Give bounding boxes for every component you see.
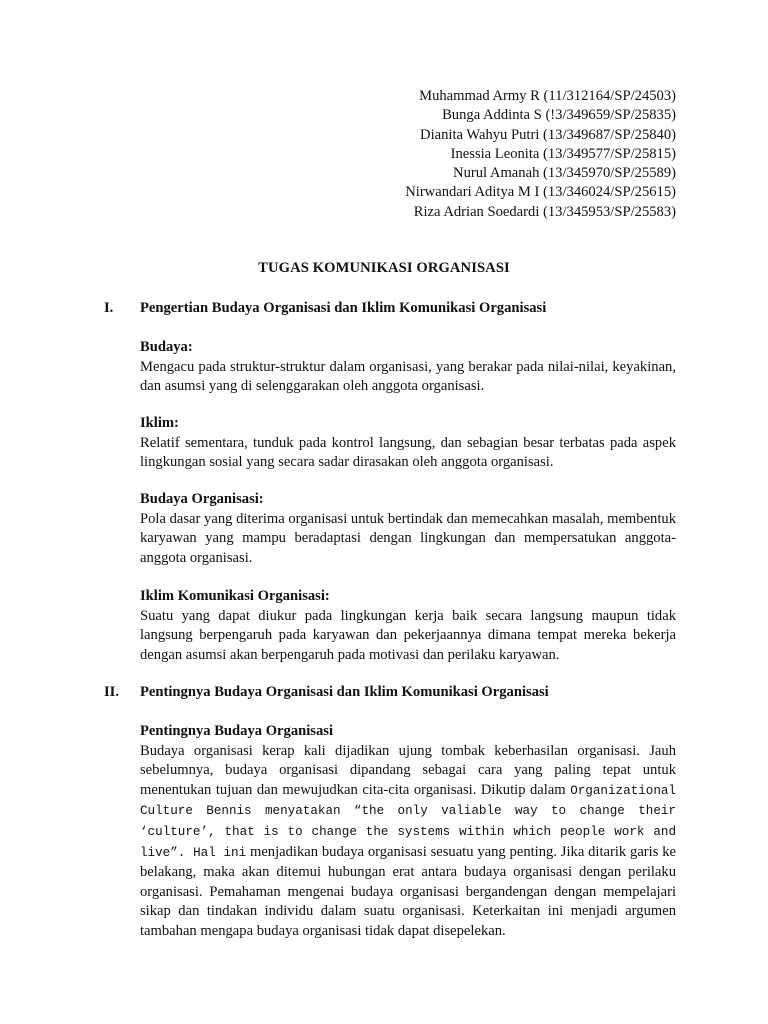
definition-text: Relatif sementara, tunduk pada kontrol langsung, dan sebagian besar terbatas pada aspek lingkungan sosial yang secara sadar dirasakan oleh anggota organisasi. [140,434,676,471]
author-line: Muhammad Army R (11/312164/SP/24503) [419,88,676,104]
subsection-paragraph [140,742,676,942]
author-line: Bunga Addinta S (!3/349659/SP/25835) [442,107,676,124]
author-line: Dianita Wahyu Putri (13/349687/SP/25840) [420,126,676,143]
definition-text: Pola dasar yang diterima organisasi untuk bertindak dan memecahkan masalah, membentuk karyawan yang mampu beradaptasi dengan lingkungan dan mempersatukan anggota-anggota organisasi. [140,510,676,566]
definition-label: Iklim: [140,415,179,431]
definition-iklim [140,414,676,473]
section-2-body [140,722,676,942]
definition-budaya [140,338,676,397]
section-2-heading [104,684,549,701]
author-list [405,87,676,222]
section-1-title: Pengertian Budaya Organisasi dan Iklim Komunikasi Organisasi [140,300,547,316]
section-1-number: I. [104,300,114,316]
section-2-title: Pentingnya Budaya Organisasi dan Iklim Komunikasi Organisasi [140,684,549,700]
definition-budaya-organisasi [140,490,676,568]
subsection-label: Pentingnya Budaya Organisasi [140,723,334,739]
definition-label: Budaya Organisasi: [140,491,264,507]
paragraph-part: menjadikan budaya organisasi sesuatu yang penting. Jika ditarik garis ke belakang, maka akan ditemui hubungan erat antara budaya organisasi dengan perilaku organisasi. Pemahaman mengenai budaya organisasi bergandengan dengan mempelajari sikap dan tindakan individu dalam suatu organisasi. Keterkaitan ini menjadi argumen tambahan mengapa budaya organisasi tidak dapat disepelekan. [140,843,676,939]
author-line: Nirwandari Aditya M I (13/346024/SP/25615) [405,184,676,201]
definition-label: Iklim Komunikasi Organisasi: [140,588,330,604]
section-2-number: II. [104,684,120,700]
author-line: Nurul Amanah (13/345970/SP/25589) [453,165,676,182]
author-line: Riza Adrian Soedardi (13/345953/SP/25583) [413,203,676,220]
definition-iklim-komunikasi [140,587,676,665]
author-line: Inessia Leonita (13/349577/SP/25815) [450,145,676,162]
document-title: TUGAS KOMUNIKASI ORGANISASI [258,260,510,276]
paragraph-part: Budaya organisasi kerap kali dijadikan ujung tombak keberhasilan organisasi. Jauh sebelumnya, budaya organisasi dipandang sebagai cara yang paling tepat untuk menentukan tujuan dan mewujudkan cita-cita organisasi. Dikutip dalam [140,742,676,798]
definition-label: Budaya: [140,339,193,355]
definition-text: Suatu yang dapat diukur pada lingkungan kerja baik secara langsung maupun tidak langsung berpengaruh pada karyawan dan pekerjaannya dimana tempat mereka bekerja dengan asumsi akan berpengaruh pada motivasi dan perilaku karyawan. [140,607,676,663]
section-1-heading [104,300,546,317]
definition-text: Mengacu pada struktur-struktur dalam organisasi, yang berakar pada nilai-nilai, keyakinan, dan asumsi yang di selenggarakan oleh anggota organisasi. [140,358,676,395]
paragraph-quote: Organizational Culture Bennis menyatakan “the only valiable way to change their ‘culture’, that is to change the systems within which people work and live”. Hal ini [140,783,676,860]
